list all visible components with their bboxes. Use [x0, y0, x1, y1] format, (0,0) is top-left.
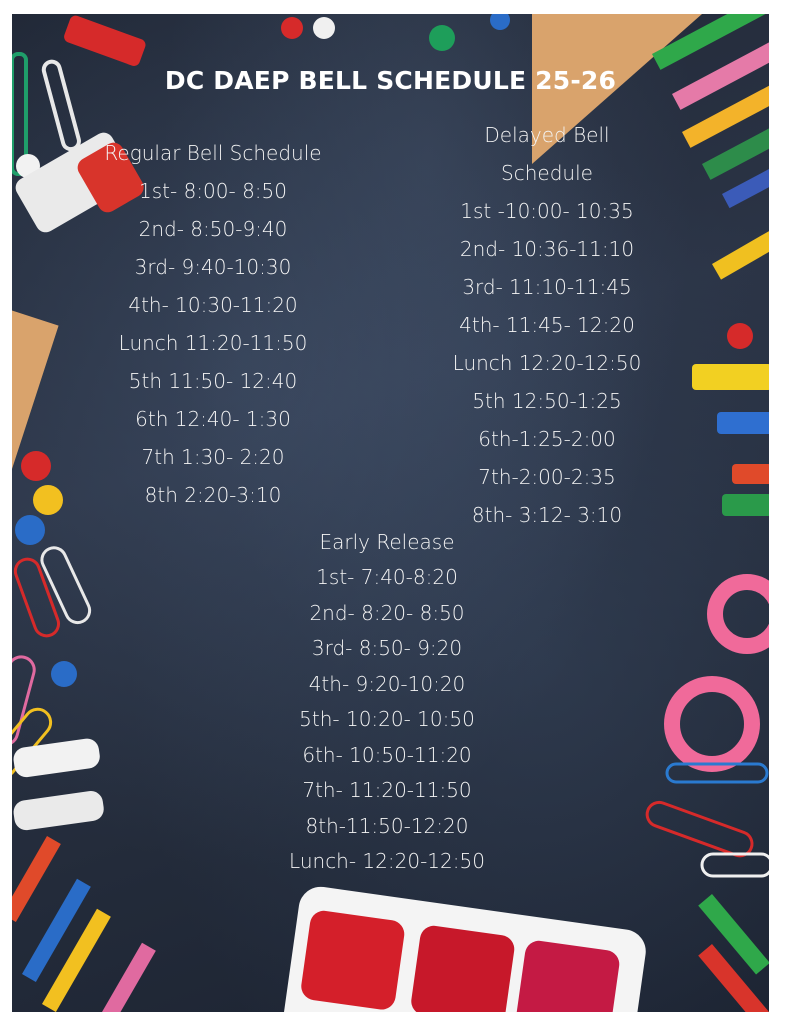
schedule-line: 3rd- 8:50- 9:20 [311, 636, 463, 660]
delayed-bell-schedule [422, 116, 672, 534]
schedule-line: 2nd- 8:20- 8:50 [309, 600, 465, 625]
schedule-line: 3rd- 11:10-11:45 [462, 275, 632, 299]
schedule-line: 5th 11:50- 12:40 [128, 369, 298, 393]
schedule-line: 7th- 11:20-11:50 [302, 778, 472, 802]
schedule-line: 7th 1:30- 2:20 [141, 445, 285, 469]
page-title: DC DAEP BELL SCHEDULE 25-26 [164, 66, 617, 95]
schedule-line: 4th- 10:30-11:20 [128, 293, 298, 317]
schedule-line: 1st- 8:00- 8:50 [139, 179, 287, 203]
schedule-line: 4th- 9:20-10:20 [308, 671, 466, 696]
schedule-line: 1st -10:00- 10:35 [460, 199, 634, 223]
regular-bell-schedule [78, 134, 348, 514]
schedule-line: 6th 12:40- 1:30 [135, 407, 291, 431]
early-release-heading: Early Release [319, 530, 455, 554]
schedule-line: 7th-2:00-2:35 [478, 465, 616, 489]
schedule-line: 2nd- 8:50-9:40 [138, 217, 288, 241]
delayed-schedule-heading-line2: Schedule [501, 161, 593, 185]
schedule-line: 8th 2:20-3:10 [144, 483, 282, 507]
chalkboard-background [12, 14, 769, 1012]
schedule-line: 5th- 10:20- 10:50 [299, 707, 475, 731]
schedule-line: 4th- 11:45- 12:20 [459, 313, 635, 337]
schedule-line: 1st- 7:40-8:20 [316, 565, 458, 589]
schedule-line: 2nd- 10:36-11:10 [459, 237, 635, 261]
schedule-line: 8th- 3:12- 3:10 [471, 503, 623, 527]
schedule-line: 6th- 10:50-11:20 [302, 742, 472, 767]
schedule-line: 6th-1:25-2:00 [478, 427, 616, 451]
delayed-schedule-heading: Delayed Bell [484, 123, 610, 147]
schedule-line: 3rd- 9:40-10:30 [134, 255, 292, 279]
early-release-schedule [242, 524, 532, 880]
schedule-line: Lunch- 12:20-12:50 [289, 849, 485, 873]
regular-schedule-heading: Regular Bell Schedule [104, 141, 322, 165]
schedule-line: Lunch 12:20-12:50 [452, 351, 642, 375]
schedule-line: 8th-11:50-12:20 [305, 813, 469, 838]
schedule-line: Lunch 11:20-11:50 [118, 331, 308, 355]
schedule-line: 5th 12:50-1:25 [472, 389, 622, 413]
